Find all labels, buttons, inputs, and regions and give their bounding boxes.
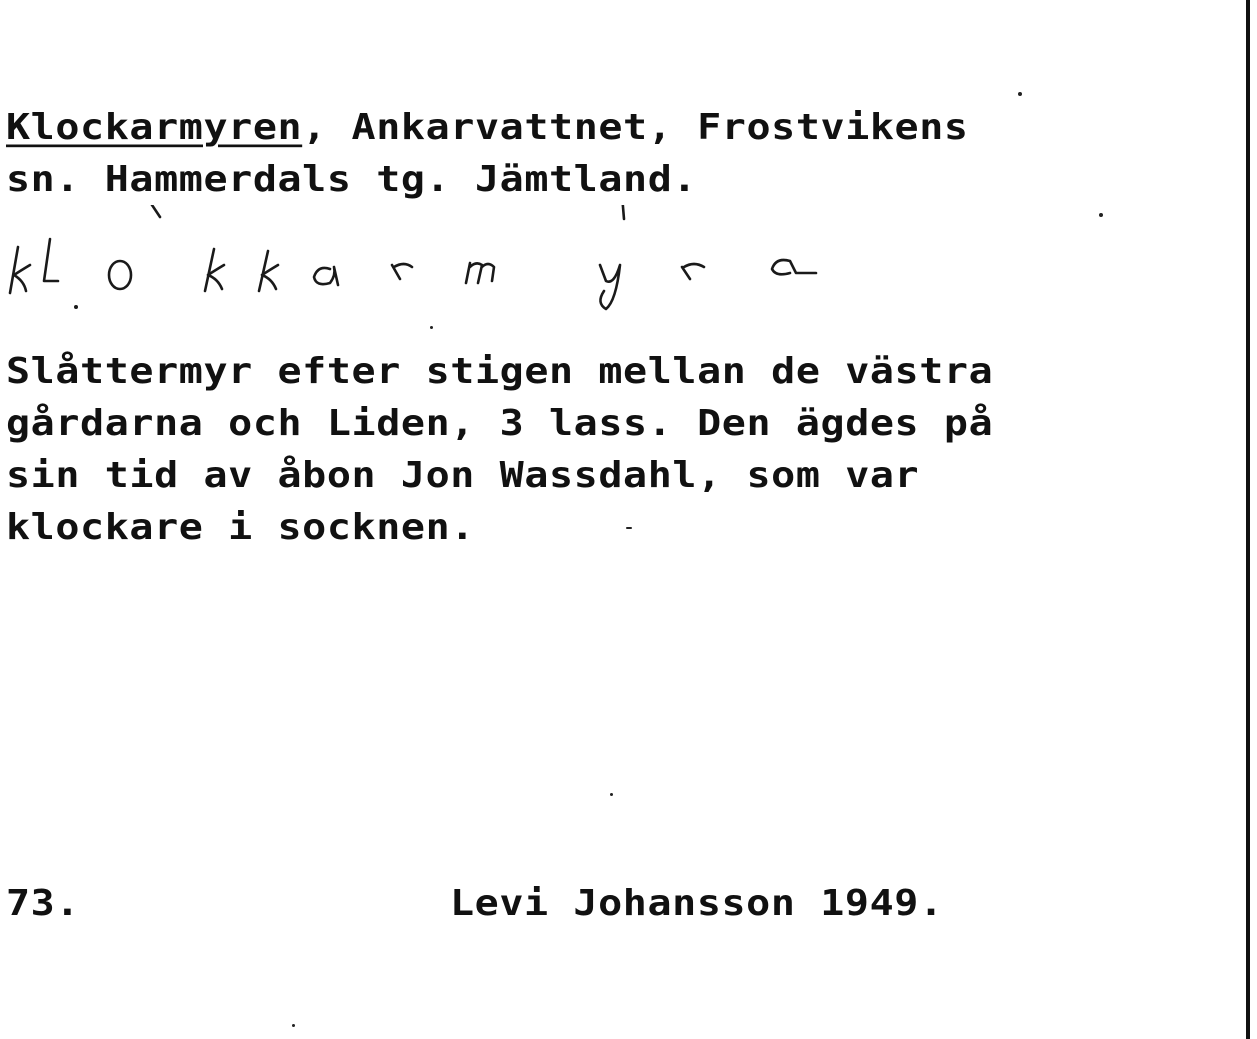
scan-speck xyxy=(626,527,632,529)
scan-speck xyxy=(610,793,613,796)
place-name: Klockarmyren xyxy=(6,106,303,149)
scan-speck xyxy=(430,326,433,329)
body-line-1: Slåttermyr efter stigen mellan de västra xyxy=(6,350,994,393)
body-line-2: gårdarna och Liden, 3 lass. Den ägdes på xyxy=(6,402,994,445)
place-location: , Ankarvattnet, Frostvikens xyxy=(302,106,969,149)
phonetic-transcription-handwritten xyxy=(0,205,1257,325)
scan-speck xyxy=(1018,92,1022,96)
body-line-3: sin tid av åbon Jon Wassdahl, som var xyxy=(6,454,920,497)
body-line-4: klockare i socknen. xyxy=(6,506,475,549)
header-line-2: sn. Hammerdals tg. Jämtland. xyxy=(6,158,698,201)
card-number: 73. xyxy=(6,882,81,925)
scan-speck xyxy=(292,1024,295,1027)
scan-speck xyxy=(1099,213,1103,217)
header-line-1 xyxy=(6,104,969,151)
card-edge-line xyxy=(1246,0,1250,1039)
signature: Levi Johansson 1949. xyxy=(450,882,944,925)
